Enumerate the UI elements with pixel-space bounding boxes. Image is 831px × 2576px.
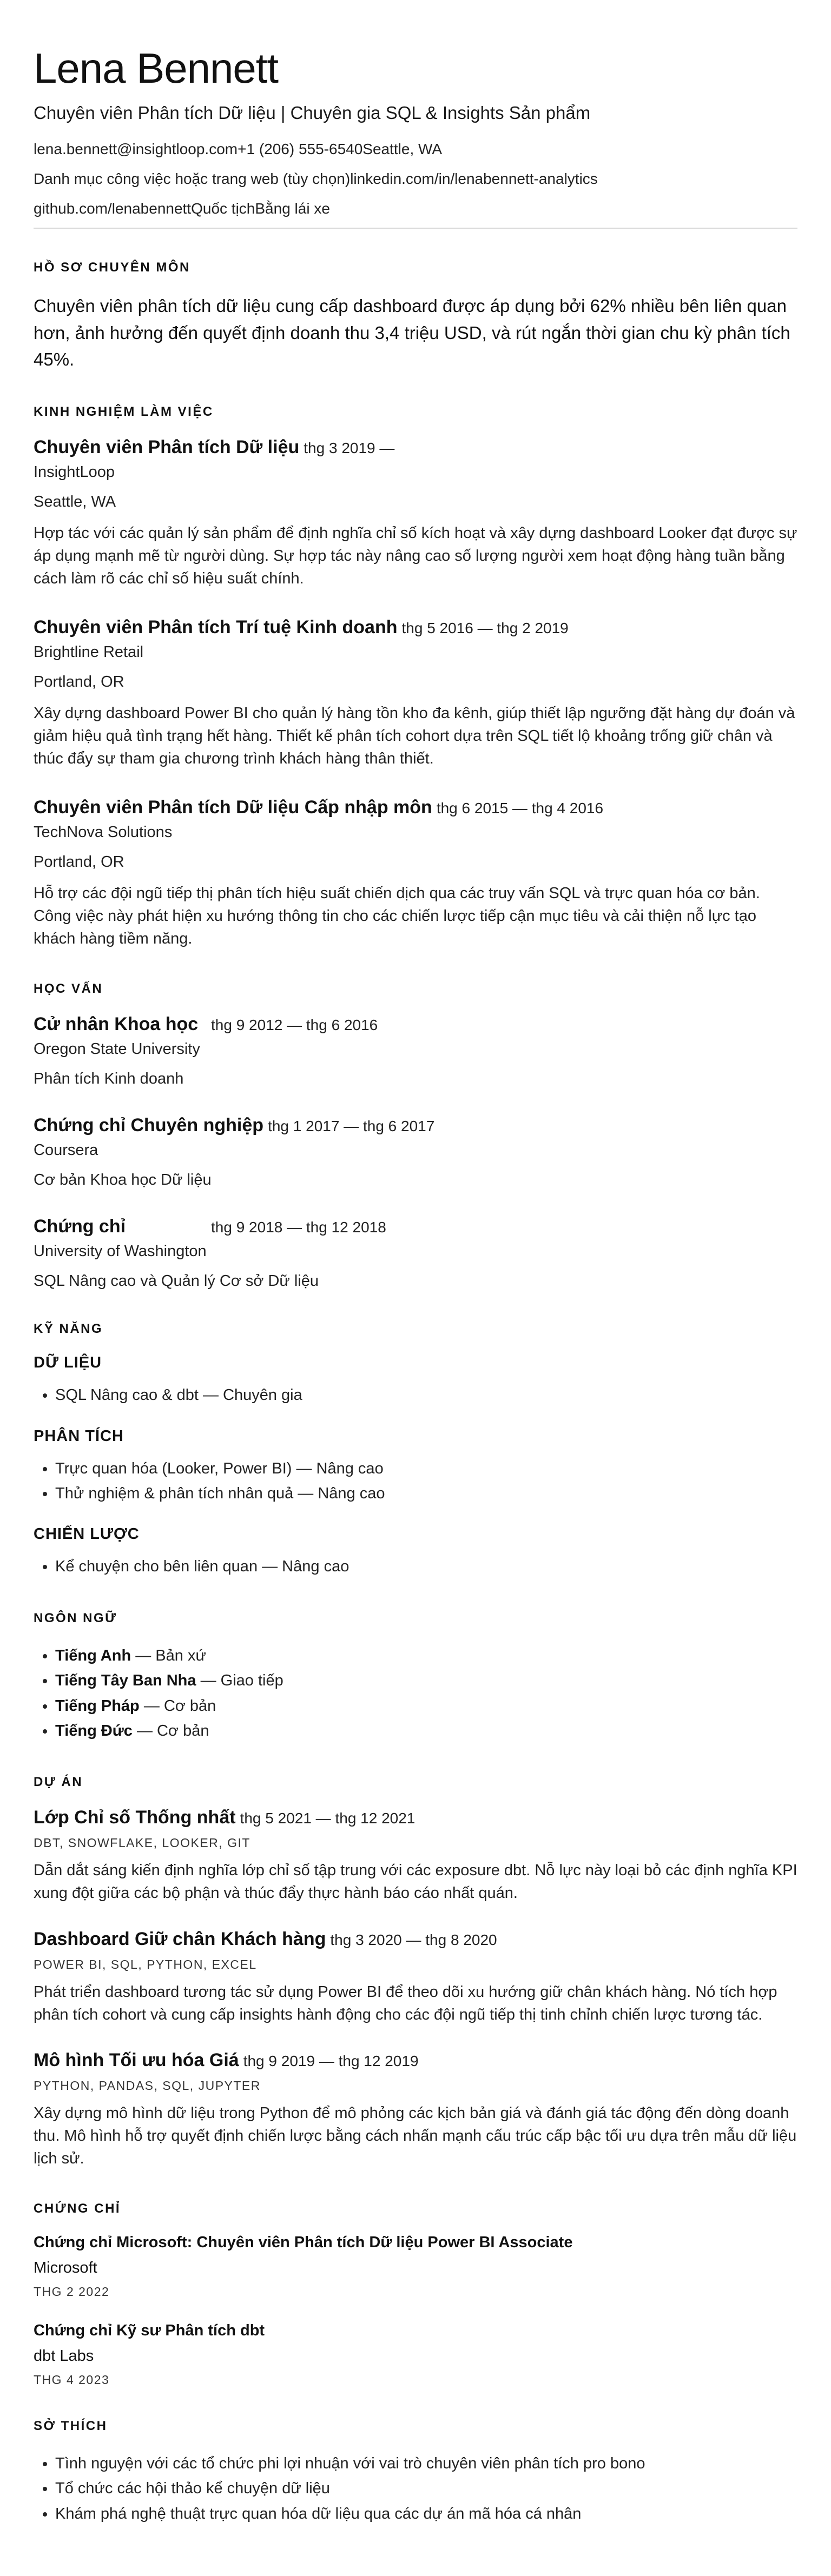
degree-title: Chứng chỉ (34, 1216, 126, 1237)
degree-date: thg 1 2017 — thg 6 2017 (268, 1118, 435, 1135)
candidate-title: Chuyên viên Phân tích Dữ liệu | Chuyên gia SQL & Insights Sản phẩm (34, 102, 591, 123)
project-date: thg 5 2021 — thg 12 2021 (240, 1810, 416, 1827)
interests-list (34, 2451, 797, 2526)
degree-title: Cử nhân Khoa học (34, 1014, 199, 1035)
job-location: Seattle, WA (34, 493, 116, 510)
experience-entry (34, 797, 797, 950)
skills-group-title: DỮ LIỆU (34, 1354, 102, 1372)
degree-field: Cơ bản Khoa học Dữ liệu (34, 1171, 212, 1189)
project-description: Phát triển dashboard tương tác sử dụng Power BI để theo dõi xu hướng giữ chân khách hàng. Nó tích hợp phân tích cohort và cung cấp insights hành động cho các đội ngũ tiếp thị tinh chỉnh chiến lược tương tác. (34, 1983, 777, 2023)
language-level: — Cơ bản (132, 1722, 209, 1740)
interest-item: • Tình nguyện với các tổ chức phi lợi nhuận với vai trò chuyên viên phân tích pro bono (55, 2451, 797, 2476)
certification-issuer: Microsoft (34, 2259, 97, 2276)
education-heading: HỌC VẤN (34, 981, 103, 997)
language-item (55, 1694, 797, 1718)
job-description: Hợp tác với các quản lý sản phẩm để định nghĩa chỉ số kích hoạt và xây dựng dashboard Looker đạt được sự áp dụng mạnh mẽ từ người dùng. Sự hợp tác này nâng cao số lượng người xem hoạt động hàng tuần bằng cách làm rõ các chỉ số hiệu suất chính. (34, 524, 797, 587)
job-company: TechNova Solutions (34, 824, 173, 841)
job-date: thg 6 2015 — thg 4 2016 (436, 800, 604, 817)
candidate-name: Lena Bennett (34, 44, 279, 92)
job-location: Portland, OR (34, 673, 124, 691)
project-title: Lớp Chỉ số Thống nhất (34, 1807, 236, 1828)
job-date: thg 3 2019 — (304, 439, 395, 456)
skills-group-title: CHIẾN LƯỢC (34, 1525, 140, 1543)
summary-section (34, 260, 797, 373)
language-name: Tiếng Tây Ban Nha (55, 1672, 196, 1690)
resume-header (34, 45, 797, 229)
job-title: Chuyên viên Phân tích Dữ liệu Cấp nhập môn (34, 797, 432, 818)
interest-item: • Tổ chức các hội thảo kể chuyện dữ liệu (55, 2476, 797, 2501)
experience-entry (34, 617, 797, 770)
skills-list (34, 1383, 797, 1407)
skill-item: • SQL Nâng cao & dbt — Chuyên gia (55, 1383, 797, 1407)
project-entry (34, 1929, 797, 2026)
skills-heading: KỸ NĂNG (34, 1322, 103, 1337)
language-name: Tiếng Anh (55, 1646, 131, 1664)
skill-item: • Kể chuyện cho bên liên quan — Nâng cao (55, 1554, 797, 1579)
degree-date: thg 9 2018 — thg 12 2018 (211, 1219, 386, 1236)
languages-section (34, 1611, 797, 1744)
school-name: Coursera (34, 1141, 98, 1159)
job-title: Chuyên viên Phân tích Trí tuệ Kinh doanh (34, 617, 398, 638)
skills-list (34, 1456, 797, 1506)
language-item (55, 1718, 797, 1743)
certifications-section (34, 2201, 797, 2387)
school-name: Oregon State University (34, 1040, 200, 1058)
language-name: Tiếng Pháp (55, 1697, 140, 1715)
project-date: thg 3 2020 — thg 8 2020 (330, 1931, 497, 1948)
project-tags: DBT, SNOWFLAKE, LOOKER, GIT (34, 1836, 250, 1850)
projects-section (34, 1775, 797, 2169)
project-description: Xây dựng mô hình dữ liệu trong Python để mô phỏng các kịch bản giá và đánh giá tác động đến dòng doanh thu. Mô hình hỗ trợ quyết định chiến lược bằng cách nhấn mạnh cấu trúc cấp bậc tối ưu dựa trên mẫu dữ liệu lịch sử. (34, 2104, 797, 2167)
project-description: Dẫn dắt sáng kiến định nghĩa lớp chỉ số tập trung với các exposure dbt. Nỗ lực này loại bỏ các định nghĩa KPI xung đột giữa các bộ phận và thúc đẩy thực hành báo cáo nhất quán. (34, 1862, 797, 1902)
job-date: thg 5 2016 — thg 2 2019 (401, 620, 569, 636)
language-level: — Bản xứ (131, 1646, 206, 1664)
certification-issuer: dbt Labs (34, 2347, 94, 2365)
interests-heading: SỞ THÍCH (34, 2418, 108, 2433)
education-entry (34, 1014, 797, 1088)
projects-heading: DỰ ÁN (34, 1775, 83, 1790)
experience-entry (34, 437, 797, 590)
project-date: thg 9 2019 — thg 12 2019 (243, 2052, 419, 2069)
education-entry (34, 1115, 797, 1189)
school-name: University of Washington (34, 1243, 207, 1260)
skill-item: • Thử nghiệm & phân tích nhân quả — Nâng cao (55, 1481, 797, 1506)
job-description: Xây dựng dashboard Power BI cho quản lý hàng tồn kho đa kênh, giúp thiết lập ngưỡng đặt hàng dự đoán và giảm hiệu quả tình trạng hết hàng. Thiết kế phân tích cohort dựa trên SQL tiết lộ khoảng trống giữ chân và thúc đẩy sự tham gia chương trình khách hàng thân thiết. (34, 705, 795, 768)
certification-date: THG 4 2023 (34, 2372, 110, 2387)
job-title: Chuyên viên Phân tích Dữ liệu (34, 436, 300, 457)
skills-group-title: PHÂN TÍCH (34, 1427, 124, 1445)
degree-field: SQL Nâng cao và Quản lý Cơ sở Dữ liệu (34, 1272, 319, 1290)
project-title: Mô hình Tối ưu hóa Giá (34, 2049, 239, 2070)
certification-entry (34, 2322, 797, 2387)
contact-line-portfolio-linkedin: Danh mục công việc hoặc trang web (tùy chọn)linkedin.com/in/lenabennett-analytics (34, 170, 598, 187)
language-level: — Giao tiếp (196, 1672, 283, 1690)
education-section (34, 981, 797, 1290)
skills-list (34, 1554, 797, 1579)
certification-date: THG 2 2022 (34, 2284, 110, 2299)
header-divider (34, 228, 797, 229)
summary-text: Chuyên viên phân tích dữ liệu cung cấp dashboard được áp dụng bởi 62% nhiều bên liên quan hơn, ảnh hưởng đến quyết định doanh thu 3,4 triệu USD, và rút ngắn thời gian chu kỳ phân tích 45%. (34, 296, 790, 370)
project-entry (34, 1807, 797, 1904)
languages-heading: NGÔN NGỮ (34, 1610, 117, 1625)
degree-field: Phân tích Kinh doanh (34, 1070, 184, 1088)
experience-section (34, 404, 797, 950)
certification-name: Chứng chỉ Kỹ sư Phân tích dbt (34, 2321, 265, 2339)
degree-title: Chứng chỉ Chuyên nghiệp (34, 1115, 264, 1136)
education-entry (34, 1216, 797, 1290)
job-location: Portland, OR (34, 853, 124, 871)
project-entry (34, 2050, 797, 2170)
languages-list (34, 1643, 797, 1744)
job-company: InsightLoop (34, 463, 115, 481)
summary-heading: HỒ SƠ CHUYÊN MÔN (34, 260, 190, 275)
interest-item: • Khám phá nghệ thuật trực quan hóa dữ liệu qua các dự án mã hóa cá nhân (55, 2501, 797, 2526)
interests-section (34, 2419, 797, 2526)
job-company: Brightline Retail (34, 643, 144, 661)
project-tags: POWER BI, SQL, PYTHON, EXCEL (34, 1957, 257, 1971)
certification-entry (34, 2234, 797, 2299)
contact-line-email-phone-location: lena.bennett@insightloop.com+1 (206) 555-6540Seattle, WA (34, 140, 443, 157)
contact-line-github-nationality: github.com/lenabennettQuốc tịchBằng lái xe (34, 200, 330, 217)
language-level: — Cơ bản (139, 1697, 216, 1715)
certifications-heading: CHỨNG CHỈ (34, 2201, 121, 2216)
project-title: Dashboard Giữ chân Khách hàng (34, 1928, 326, 1949)
experience-heading: KINH NGHIỆM LÀM VIỆC (34, 404, 214, 419)
skill-item: • Trực quan hóa (Looker, Power BI) — Nâng cao (55, 1456, 797, 1481)
certification-name: Chứng chỉ Microsoft: Chuyên viên Phân tích Dữ liệu Power BI Associate (34, 2233, 573, 2251)
job-description: Hỗ trợ các đội ngũ tiếp thị phân tích hiệu suất chiến dịch qua các truy vấn SQL và trực quan hóa cơ bản. Công việc này phát hiện xu hướng thông tin cho các chiến lược tiếp cận mục tiêu và cải thiện nỗ lực tạo khách hàng tiềm năng. (34, 885, 760, 948)
skills-section (34, 1322, 797, 1579)
language-item (55, 1643, 797, 1668)
language-name: Tiếng Đức (55, 1722, 133, 1740)
degree-date: thg 9 2012 — thg 6 2016 (211, 1017, 378, 1034)
language-item (55, 1668, 797, 1693)
project-tags: PYTHON, PANDAS, SQL, JUPYTER (34, 2078, 261, 2093)
